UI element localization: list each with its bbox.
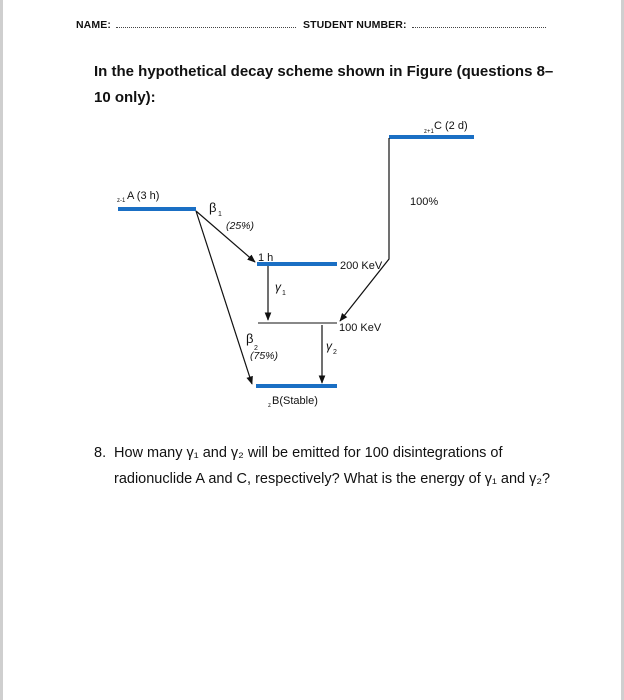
beta2-symbol: β (246, 331, 254, 346)
level-200-label: 200 KeV (340, 260, 383, 272)
beta1-percent: (25%) (226, 220, 255, 232)
c-decay-path (340, 138, 389, 321)
intro-text: In the hypothetical decay scheme shown in Figure (questions 8–10 only): (94, 63, 554, 106)
level-c-sub: z+1 (424, 129, 434, 135)
gamma1-symbol: γ (275, 280, 281, 294)
level-b-sub: z (268, 403, 271, 409)
beta1-sub: 1 (218, 211, 222, 218)
c-percent-label: 100% (410, 196, 439, 208)
question-text: How many γ₁ and γ₂ will be emitted for 100 disintegrations of radionuclide A and C, respectively? What is the energy of γ₁ and γ₂? (114, 445, 551, 487)
level-a-label: A (3 h) (127, 190, 160, 202)
beta1-symbol: β (209, 200, 217, 215)
name-label: NAME: (76, 19, 111, 31)
beta2-percent: (75%) (250, 350, 279, 362)
question-number: 8. (94, 445, 107, 461)
level-b-label: B(Stable) (272, 395, 318, 407)
level-100-label: 100 KeV (339, 322, 382, 334)
level-c-label: C (2 d) (434, 120, 468, 132)
beta2-sub: 2 (254, 345, 258, 352)
gamma2-symbol: γ (326, 339, 332, 353)
level-a-sub: z-1 (117, 198, 126, 204)
beta2-arrow (196, 211, 255, 384)
student-number-label: STUDENT NUMBER: (302, 19, 407, 31)
gamma2-sub: 2 (333, 349, 337, 356)
gamma1-sub: 1 (282, 290, 286, 297)
question-8 (94, 440, 564, 492)
level-1h-label: 1 h (258, 252, 274, 264)
